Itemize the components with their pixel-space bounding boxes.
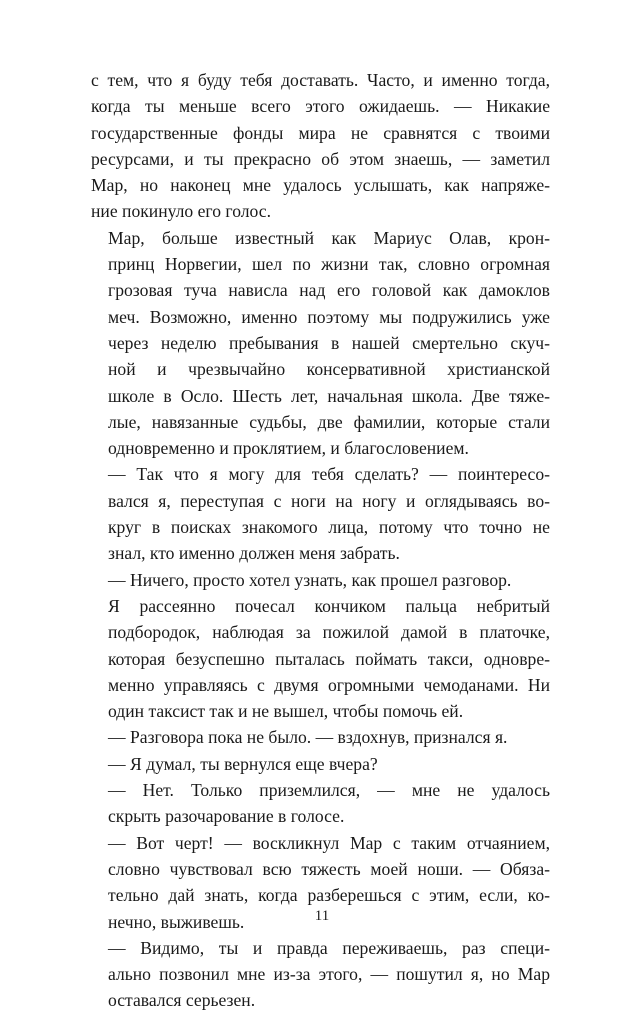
- text-line: Мар, но наконец мне удалось услышать, как напряже-: [91, 175, 550, 196]
- paragraph: [91, 567, 550, 593]
- paragraph: [91, 225, 550, 462]
- text-line: когда ты меньше всего этого ожидаешь. — Никакие: [91, 96, 550, 117]
- text-line: тельно дай знать, когда разберешься с этим, если, ко-: [108, 885, 550, 906]
- text-line: знал, кто именно должен меня забрать.: [108, 543, 400, 564]
- text-line: через неделю пребывания в нашей смертельно скуч-: [108, 332, 550, 353]
- text-line: скрыть разочарование в голосе.: [108, 806, 345, 827]
- text-line: — Я думал, ты вернулся еще вчера?: [108, 753, 378, 774]
- text-line: Мар, больше известный как Мариус Олав, крон-: [108, 227, 550, 248]
- text-line: Я рассеянно почесал кончиком пальца небритый: [108, 595, 550, 616]
- text-line: круг в поисках знакомого лица, потому что точно не: [108, 517, 550, 538]
- text-line: — Так что я могу для тебя сделать? — поинтересо-: [108, 464, 550, 485]
- text-line: принц Норвегии, шел по жизни так, словно огромная: [108, 254, 550, 275]
- text-line: ние покинуло его голос.: [91, 201, 271, 222]
- text-line: подбородок, наблюдая за пожилой дамой в платочке,: [108, 622, 550, 643]
- text-line: оставался серьезен.: [108, 990, 256, 1011]
- text-line: — Вот черт! — воскликнул Мар с таким отчаянием,: [108, 832, 550, 853]
- text-line: ресурсами, и ты прекрасно об этом знаешь, — заметил: [91, 148, 550, 169]
- paragraph: [91, 67, 550, 225]
- text-line: меч. Возможно, именно поэтому мы подружились уже: [108, 306, 550, 327]
- text-line: словно чувствовал всю тяжесть моей ноши. — Обяза-: [108, 858, 550, 879]
- text-line: школе в Осло. Шесть лет, начальная школа. Две тяже-: [108, 385, 550, 406]
- page-number: 11: [314, 908, 330, 924]
- text-line: ной и чрезвычайно консервативной христианской: [108, 359, 550, 380]
- paragraph: [91, 777, 550, 830]
- paragraph: [91, 461, 550, 566]
- text-line: государственные фонды мира не сравнятся с твоими: [91, 122, 550, 143]
- text-line: — Нет. Только приземлился, — мне не удалось: [108, 780, 550, 801]
- text-line: грозовая туча нависла над его головой как дамоклов: [108, 280, 550, 301]
- text-line: — Разговора пока не было. — вздохнув, признался я.: [108, 727, 508, 748]
- text-line: — Видимо, ты и правда переживаешь, раз специ-: [108, 937, 550, 958]
- text-line: вался я, переступая с ноги на ногу и оглядываясь во-: [108, 490, 550, 511]
- text-line: с тем, что я буду тебя доставать. Часто, и именно тогда,: [91, 70, 550, 90]
- paragraph: [91, 593, 550, 724]
- text-line: — Ничего, просто хотел узнать, как прошел разговор.: [108, 569, 512, 590]
- text-line: одновременно и проклятием, и благословением.: [108, 438, 469, 459]
- paragraph: [91, 935, 550, 1014]
- text-line: лые, навязанные судьбы, две фамилии, которые стали: [108, 411, 550, 432]
- text-line: которая безуспешно пыталась поймать такси, одновре-: [108, 648, 550, 669]
- text-line: ально позвонил мне из-за этого, — пошутил я, но Мар: [108, 964, 550, 985]
- text-line: один таксист так и не вышел, чтобы помочь ей.: [108, 701, 464, 722]
- paragraph: [91, 751, 550, 777]
- body-text: [91, 67, 550, 1014]
- paragraph: [91, 724, 550, 750]
- text-line: нечно, выживешь.: [108, 911, 245, 932]
- text-line: менно управляясь с двумя огромными чемоданами. Ни: [108, 674, 550, 695]
